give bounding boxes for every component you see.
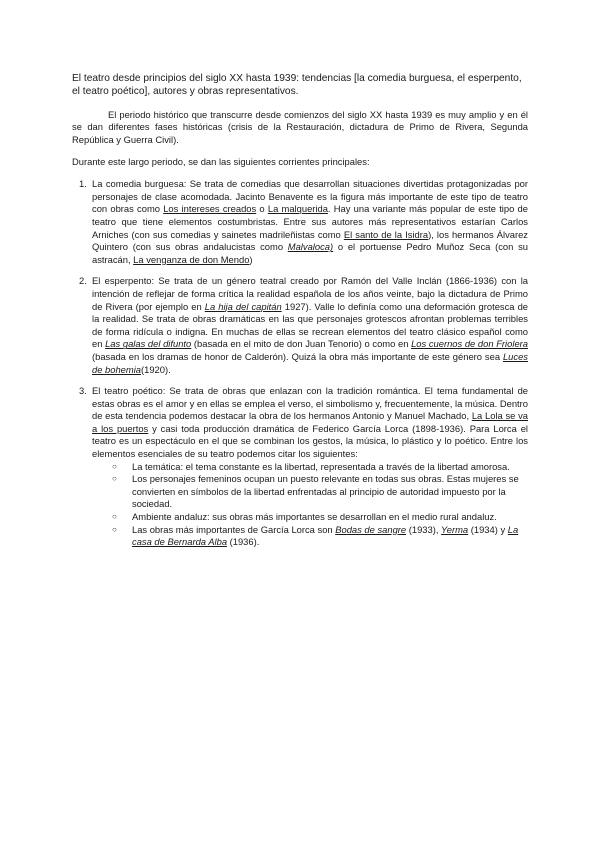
text-segment: (1933), [406, 523, 442, 535]
text-segment: ) [249, 253, 253, 265]
text-segment: (1936). [227, 536, 260, 548]
text-segment: ), los hermanos Álvarez Quintero (con sus obras andalucistas como [92, 228, 528, 253]
list-number: 1. [79, 178, 87, 190]
sub-item-obras [112, 524, 528, 549]
list-item-teatro-poetico [72, 385, 528, 549]
document-heading: El teatro desde principios del siglo XX hasta 1939: tendencias [la comedia burguesa, el esperpento, el teatro poético], autores y obras representativos. [72, 73, 522, 98]
text-segment: . Hay una variante más popular de este tipo de teatro que tiene elementos costumbristas. Entre sus autores más representativos estarían Carlos Arniches (con sus comedias y sainetes madrileñistas como [92, 203, 528, 240]
work-link-la-casa-de-bernarda-alba[interactable]: La casa de Bernarda Alba [132, 523, 519, 548]
text-segment: 1927). Valle lo definía como una deformación grotesca de la realidad. Se trata de obras dramáticas en las que personajes grotescos afrontan problemas terribles de forma ridícula o indigna. En muchas de ellas se recrean elementos del teatro clásico español como en [92, 300, 528, 350]
lorca-elements-list [92, 461, 528, 549]
work-link-los-intereses-creados[interactable]: Los intereses creados [163, 203, 257, 215]
work-link-el-santo-de-la-isidra[interactable]: El santo de la Isidra [343, 228, 429, 240]
sub-item-text: Los personajes femeninos ocupan un puesto relevante en todas sus obras. Estas mujeres se convierten en símbolos de la libertad enfrentadas al principio de autoridad impuesto por la sociedad. [132, 473, 519, 510]
text-segment: (basada en los dramas de honor de Calderón). Quizá la obra más importante de este género sea [92, 350, 503, 362]
work-link-la-malquerida[interactable]: La malquerida [267, 203, 328, 215]
text-segment: o [256, 203, 268, 215]
text-segment: y casi toda producción dramática de Federico García Lorca (1898-1936). Para Lorca el teatro es un espectáculo en el que se combinan los gestos, la música, lo plástico y lo poético. Entre los elementos esenciales de su teatro podemos citar los siguientes: [92, 422, 528, 460]
sub-item-personajes [112, 473, 528, 511]
intro-text: El periodo histórico que transcurre desde comienzos del siglo XX hasta 1939 es muy amplio y en él se dan diferentes fases históricas (crisis de la Restauración, dictadura de Primo de Rivera, Segunda República y Guerra Civil). [72, 108, 528, 145]
work-link-las-galas-del-difunto[interactable]: Las galas del difunto [105, 338, 192, 350]
work-link-la-hija-del-capitan[interactable]: La hija del capitán [204, 300, 282, 312]
lead-paragraph: Durante este largo periodo, se dan las siguientes corrientes principales: [72, 155, 370, 167]
sub-item-text: Ambiente andaluz: sus obras más importantes se desarrollan en el medio rural andaluz. [132, 511, 497, 523]
text-segment: La comedia burguesa: Se trata de comedias que desarrollan situaciones divertidas protagonizadas por personajes de clase acomodada. Jacinto Benavente es la figura más importante de este tipo de teatro con obras como [92, 178, 528, 215]
text-segment: (1934) y [468, 523, 508, 535]
text-segment: El esperpento: Se trata de un género teatral creado por Ramón del Valle Inclán (1866-1936) con la intención de reflejar de forma crítica la realidad española de los años veinte, bajo la dictadura de Primo de Rivera (por ejemplo en [92, 275, 528, 312]
list-item-esperpento [72, 275, 528, 376]
text-segment: (1920). [141, 363, 171, 375]
work-link-la-lola-se-va-a-los-puertos[interactable]: La Lola se va a los puertos [92, 410, 529, 434]
work-link-malvaloca[interactable]: Malvaloca) [287, 241, 334, 253]
text-segment: o el portuense Pedro Muñoz Seca (con su astracán, [92, 241, 528, 265]
sub-item-ambiente [112, 511, 528, 524]
list-number: 2. [79, 275, 87, 287]
work-link-yerma[interactable]: Yerma [441, 523, 469, 535]
text-segment: (basada en el mito de don Juan Tenorio) o como en [191, 338, 412, 350]
work-link-los-cuernos-de-don-friolera[interactable]: Los cuernos de don Friolera [411, 338, 528, 350]
work-link-bodas-de-sangre[interactable]: Bodas de sangre [335, 523, 407, 535]
text-segment: El teatro poético: Se trata de obras que enlazan con la tradición romántica. El tema fundamental de estas obras es el amor y en ellas se emplea el verso, el simbolismo y, frecuentemente, la música. Dentro de esta tendencia podemos destacar la obra de los hermanos Antonio y Manuel Machado, [92, 385, 528, 422]
intro-paragraph [72, 109, 528, 147]
document-page [72, 72, 528, 558]
list-number: 3. [79, 385, 87, 397]
sub-item-text: La temática: el tema constante es la libertad, representada a través de la libertad amorosa. [132, 460, 510, 472]
work-link-luces-de-bohemia[interactable]: Luces de bohemia [92, 350, 528, 375]
sub-item-tematica [112, 461, 528, 474]
currents-list [72, 178, 528, 549]
text-segment: Las obras más importantes de García Lorca son [132, 523, 336, 535]
work-link-la-venganza-de-don-mendo[interactable]: La venganza de don Mendo [133, 253, 250, 265]
list-item-comedia-burguesa [72, 178, 528, 266]
